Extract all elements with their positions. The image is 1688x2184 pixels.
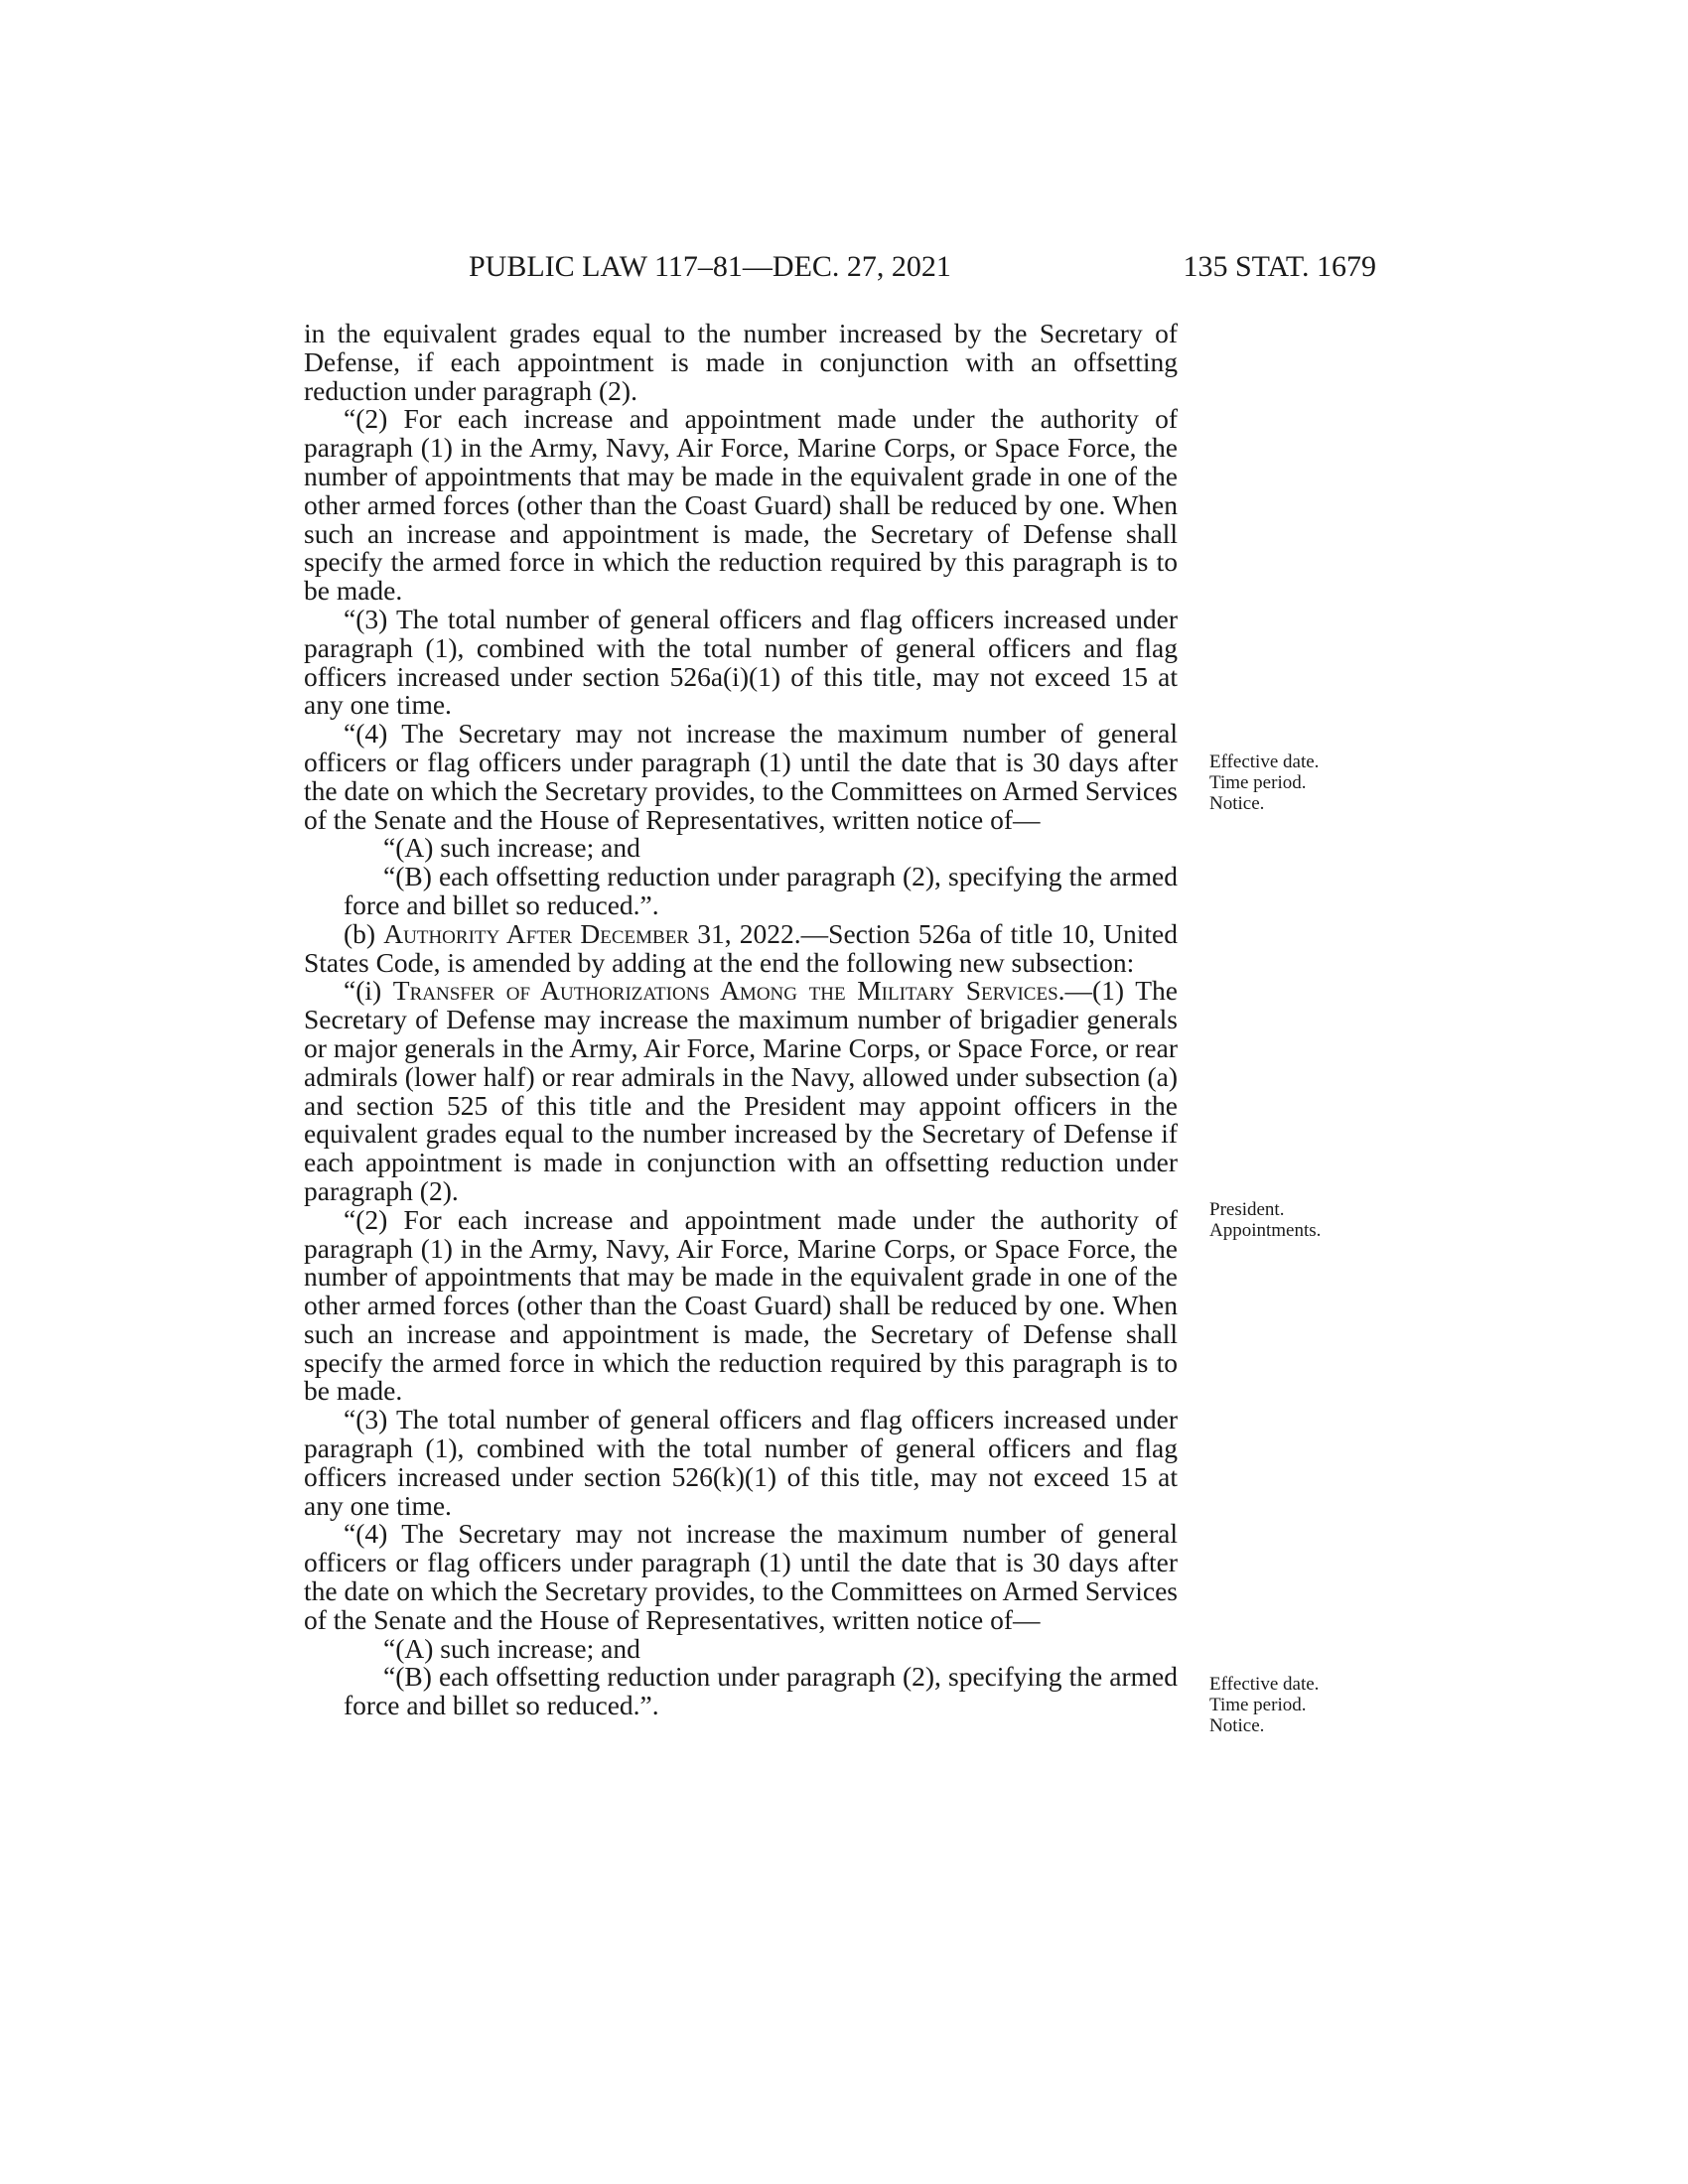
- subparagraph-a: “(A) such increase; and: [383, 832, 640, 864]
- paragraph-2: “(2) For each increase and appointment made under the authority of paragraph (1) in the Army, Navy, Air Force, Marine Corps, or Space Force, the number of appointments that may be made in the equivalent grade in one of the other armed forces (other than the Coast Guard) shall be reduced by one. When such an increase and appointment is made, the Secretary of Defense shall specify the armed force in which the reduction required by this paragraph is to be made.: [304, 403, 1178, 607]
- law-citation: PUBLIC LAW 117–81—DEC. 27, 2021: [469, 250, 951, 283]
- margin-note-president: President. Appointments.: [1209, 1199, 1322, 1241]
- paragraph-4-new: “(4) The Secretary may not increase the maximum number of general officers or flag officers under paragraph (1) until the date that is 30 days after the date on which the Secretary provides, to the Committees on Armed Services of the Senate and the House of Representatives, written notice of—: [304, 1518, 1178, 1635]
- stat-page-number: 135 STAT. 1679: [1183, 250, 1376, 283]
- paragraph-3: “(3) The total number of general officers and flag officers increased under paragraph (1), combined with the total number of general officers and flag officers increased under section 526a(i)(1) of this title, may not exceed 15 at any one time.: [304, 603, 1178, 721]
- margin-note-effective-date: Effective date. Time period. Notice.: [1209, 751, 1320, 814]
- paragraph-3-new: “(3) The total number of general officers and flag officers increased under paragraph (1), combined with the total number of general officers and flag officers increased under section 526(k)(1) of this title, may not exceed 15 at any one time.: [304, 1404, 1178, 1521]
- subsection-b-heading: Authority After December 31, 2022.: [383, 917, 801, 949]
- subsection-i: “(i) Transfer of Authorizations Among the Military Services.—(1) The Secretary of Defense may increase the maximum number of brigadier generals or major generals in the Army, Air Force, Marine Corps, or Space Force, or rear admirals (lower half) or rear admirals in the Navy, allowed under subsection (a) and section 525 of this title and the President may appoint officers in the equivalent grades equal to the number increased by the Secretary of Defense if each appointment is made in conjunction with an offsetting reduction under paragraph (2).: [304, 975, 1178, 1206]
- subparagraph-b: “(B) each offsetting reduction under paragraph (2), specifying the armed force and billet so reduced.”.: [344, 861, 1178, 920]
- paragraph-continuation: in the equivalent grades equal to the number increased by the Secretary of Defense, if each appointment is made in conjunction with an offsetting reduction under paragraph (2).: [304, 318, 1178, 406]
- subsection-i-heading: Transfer of Authorizations Among the Military Services.: [392, 975, 1065, 1007]
- subparagraph-a-new: “(A) such increase; and: [383, 1632, 640, 1664]
- body-text: [304, 320, 1178, 1720]
- margin-note-effective-date-2: Effective date. Time period. Notice.: [1209, 1674, 1320, 1736]
- subsection-b: (b) Authority After December 31, 2022.—Section 526a of title 10, United States Code, is amended by adding at the end the following new subsection:: [304, 917, 1178, 978]
- subparagraph-b-new: “(B) each offsetting reduction under paragraph (2), specifying the armed force and billet so reduced.”.: [344, 1661, 1178, 1721]
- running-head: [304, 250, 1376, 290]
- paragraph-2-new: “(2) For each increase and appointment made under the authority of paragraph (1) in the Army, Navy, Air Force, Marine Corps, or Space Force, the number of appointments that may be made in the equivalent grade in one of the other armed forces (other than the Coast Guard) shall be reduced by one. When such an increase and appointment is made, the Secretary of Defense shall specify the armed force in which the reduction required by this paragraph is to be made.: [304, 1203, 1178, 1407]
- paragraph-4: “(4) The Secretary may not increase the maximum number of general officers or flag officers under paragraph (1) until the date that is 30 days after the date on which the Secretary provides, to the Committees on Armed Services of the Senate and the House of Representatives, written notice of—: [304, 718, 1178, 835]
